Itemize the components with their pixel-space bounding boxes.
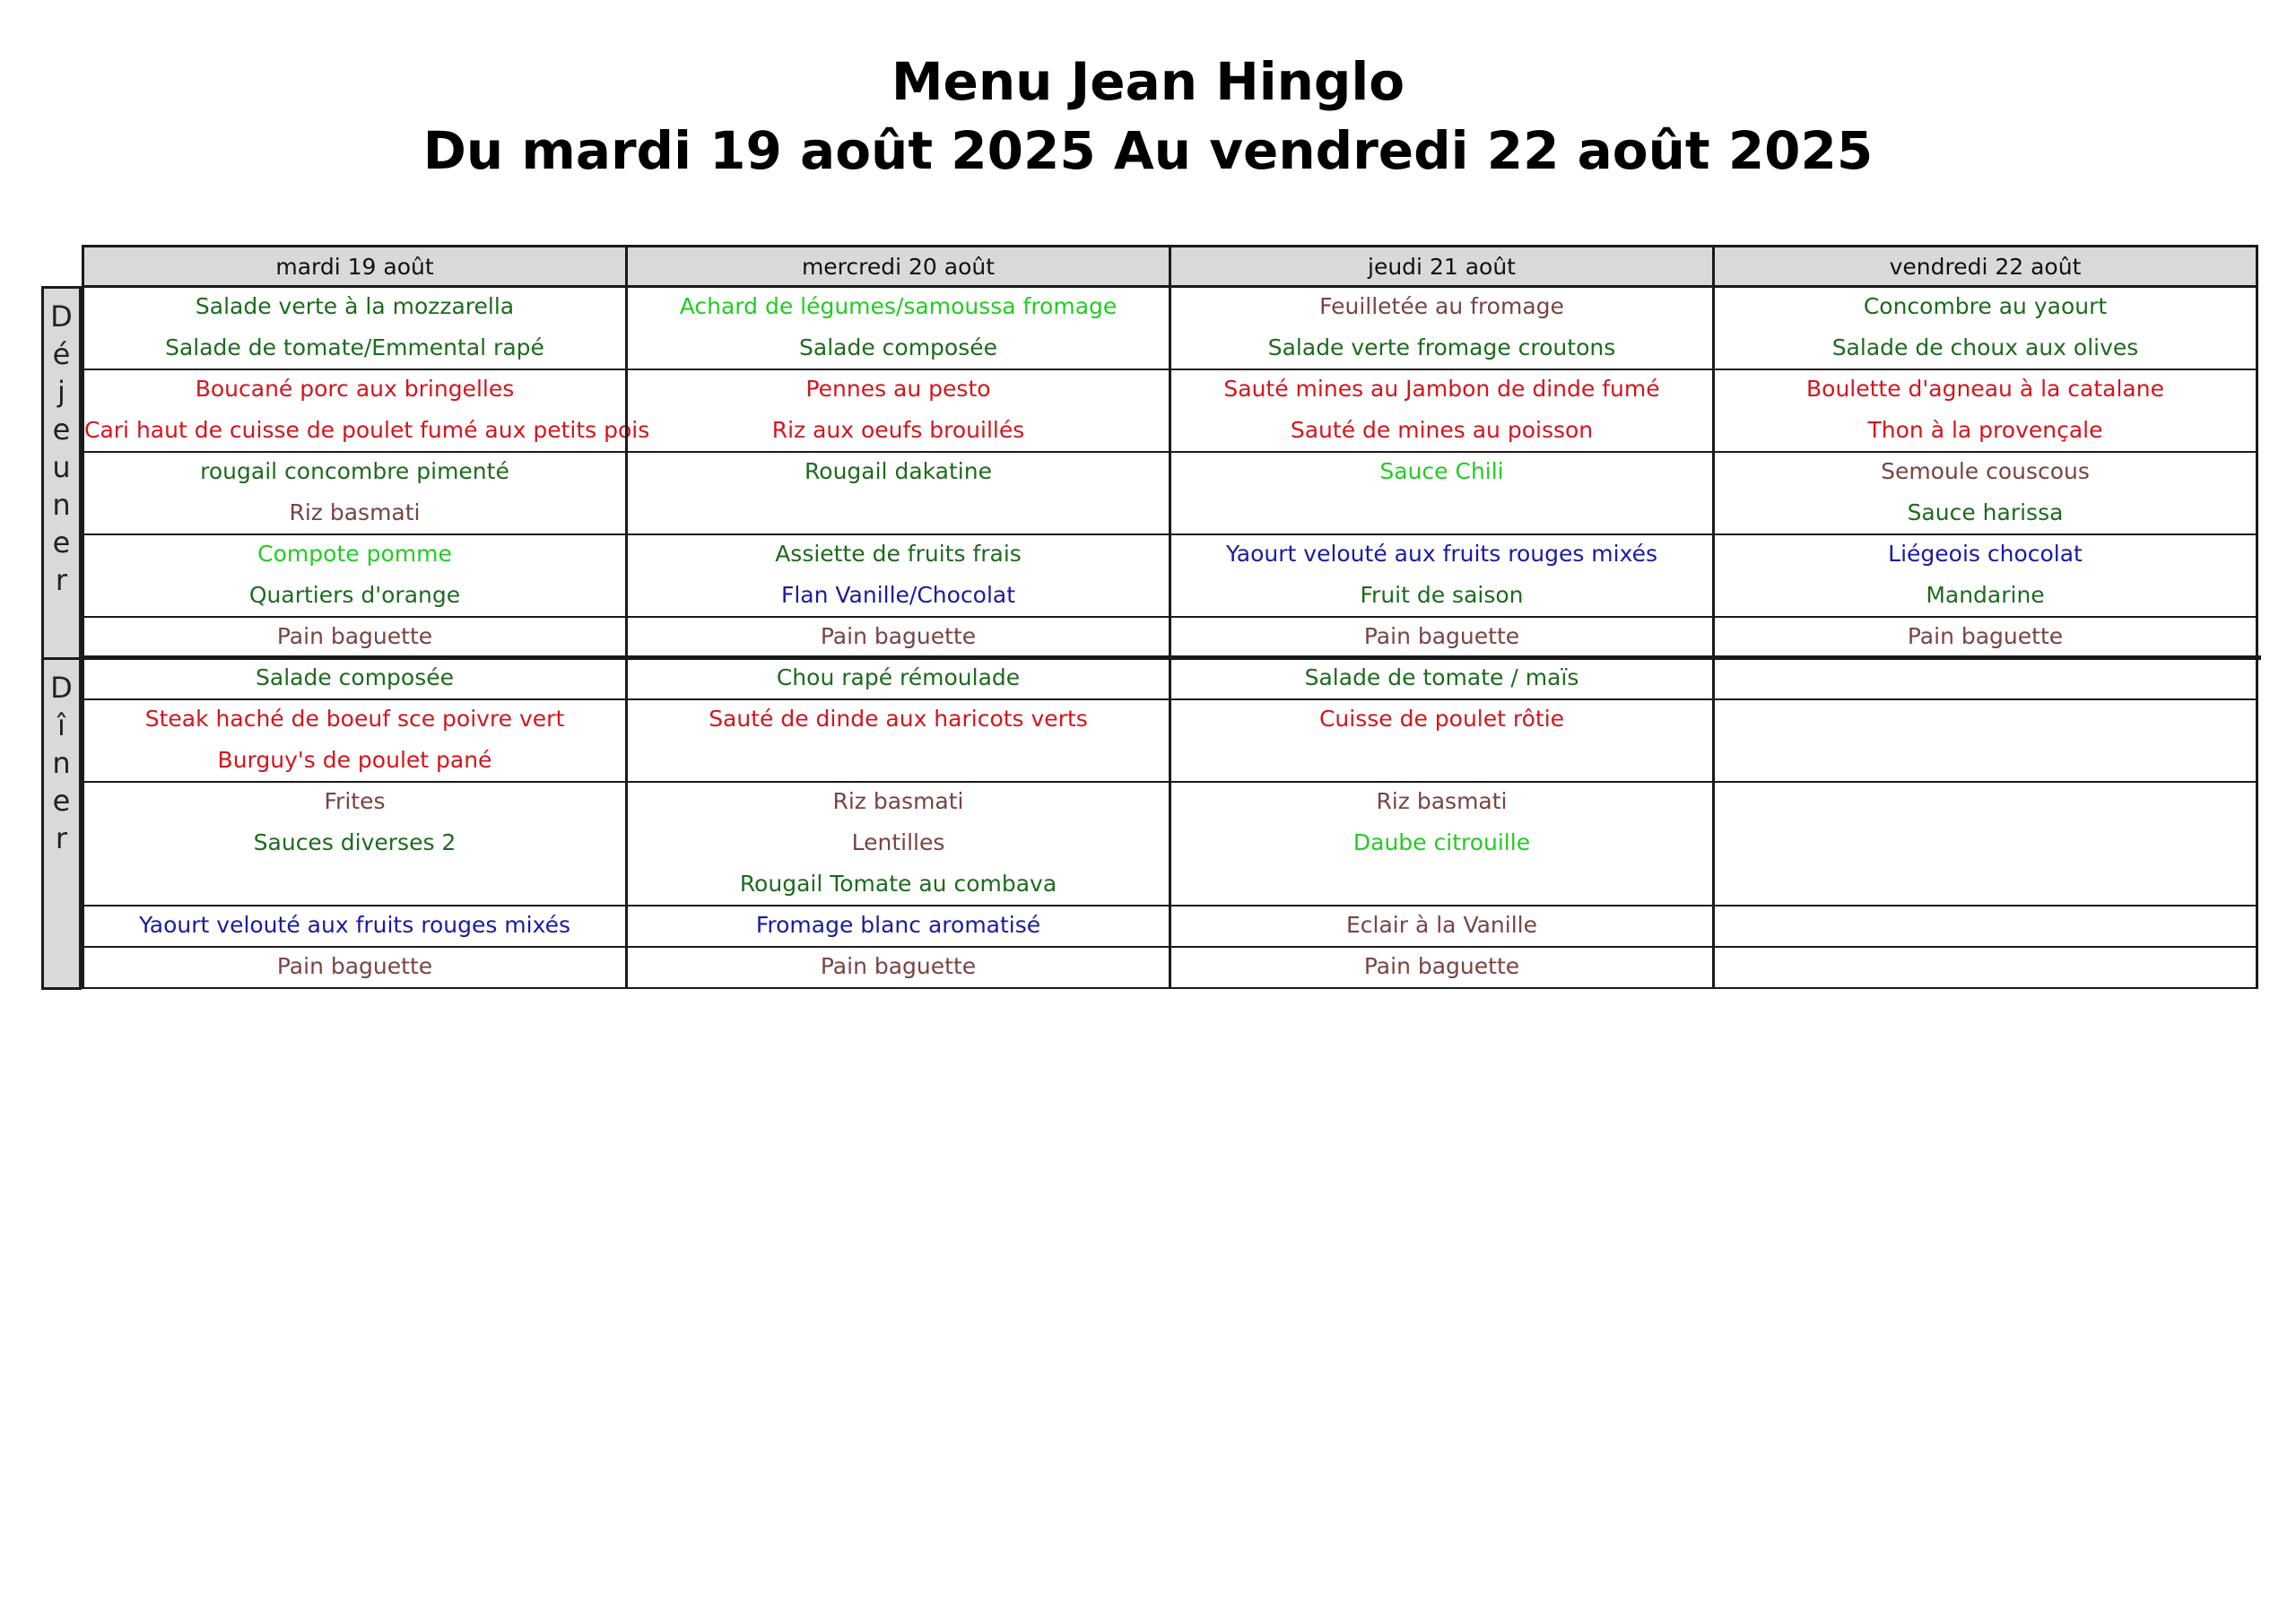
menu-item: Pain baguette xyxy=(1363,953,1520,979)
menu-item: Salade de tomate / maïs xyxy=(1304,664,1579,690)
menu-item: Frites xyxy=(324,788,386,814)
menu-cell xyxy=(625,369,1171,453)
menu-date-range: Du mardi 19 août 2025 Au vendredi 22 août 2025 xyxy=(422,120,1874,181)
menu-item: Assiette de fruits frais xyxy=(775,541,1022,567)
meal-label-letter: e xyxy=(52,412,71,447)
menu-cell xyxy=(1712,286,2258,370)
menu-cell xyxy=(1169,286,1715,370)
meal-label-letter: D xyxy=(50,299,73,334)
menu-item: Boulette d'agneau à la catalane xyxy=(1806,376,2164,402)
menu-item: Sauces diverses 2 xyxy=(253,829,457,855)
day-header: mardi 19 août xyxy=(82,245,628,288)
menu-cell xyxy=(82,286,628,370)
meal-label xyxy=(41,657,82,990)
meal-label-letter: n xyxy=(52,488,71,522)
menu-cell xyxy=(1169,533,1715,618)
menu-cell xyxy=(1169,905,1715,948)
menu-item: Yaourt velouté aux fruits rouges mixés xyxy=(1225,541,1658,567)
menu-item: Thon à la provençale xyxy=(1867,417,2103,443)
menu-cell xyxy=(625,533,1171,618)
menu-item: Salade de tomate/Emmental rapé xyxy=(165,334,544,360)
menu-cell xyxy=(625,781,1171,906)
menu-item: Burguy's de poulet pané xyxy=(217,747,492,773)
day-header: jeudi 21 août xyxy=(1169,245,1715,288)
meal-label-letter: n xyxy=(52,746,71,780)
menu-item: Quartiers d'orange xyxy=(248,582,461,608)
menu-cell xyxy=(1169,698,1715,783)
menu-item: Eclair à la Vanille xyxy=(1345,912,1537,938)
menu-item: Feuilletée au fromage xyxy=(1319,293,1564,319)
menu-cell xyxy=(82,781,628,906)
menu-item: Achard de légumes/samoussa fromage xyxy=(679,293,1118,319)
meal-label-letter: î xyxy=(57,708,65,742)
menu-cell xyxy=(82,533,628,618)
menu-item: Semoule couscous xyxy=(1881,458,2090,484)
menu-item: Sauce harissa xyxy=(1907,499,2064,525)
menu-item: Yaourt velouté aux fruits rouges mixés xyxy=(138,912,571,938)
menu-item: Mandarine xyxy=(1926,582,2045,608)
menu-cell xyxy=(1169,946,1715,989)
day-header: vendredi 22 août xyxy=(1712,245,2258,288)
menu-cell xyxy=(1712,905,2258,948)
menu-item: rougail concombre pimenté xyxy=(200,458,509,484)
menu-cell xyxy=(625,451,1171,535)
menu-item: Compote pomme xyxy=(257,541,452,567)
menu-item: Chou rapé rémoulade xyxy=(776,664,1021,690)
menu-item: Pennes au pesto xyxy=(805,376,991,402)
menu-cell xyxy=(82,698,628,783)
menu-cell xyxy=(1169,369,1715,453)
menu-cell xyxy=(82,946,628,989)
menu-item: Rougail Tomate au combava xyxy=(739,871,1057,897)
menu-item: Pain baguette xyxy=(1907,623,2064,649)
menu-item: Daube citrouille xyxy=(1352,829,1531,855)
menu-title: Menu Jean Hinglo xyxy=(891,51,1405,112)
menu-cell xyxy=(1169,451,1715,535)
menu-item: Sauce Chili xyxy=(1379,458,1504,484)
menu-cell xyxy=(1712,616,2258,659)
menu-item: Fromage blanc aromatisé xyxy=(755,912,1041,938)
menu-cell xyxy=(625,698,1171,783)
menu-item: Steak haché de boeuf sce poivre vert xyxy=(144,706,565,732)
menu-cell xyxy=(625,905,1171,948)
meal-label-letter: r xyxy=(55,563,68,597)
menu-item: Salade composée xyxy=(799,334,997,360)
menu-cell xyxy=(625,657,1171,700)
menu-item: Liégeois chocolat xyxy=(1888,541,2083,567)
menu-item: Riz basmati xyxy=(832,788,964,814)
menu-item: Lentilles xyxy=(851,829,945,855)
menu-item: Salade de choux aux olives xyxy=(1831,334,2139,360)
menu-item: Riz basmati xyxy=(1376,788,1508,814)
meal-label-letter: e xyxy=(52,784,71,818)
menu-cell xyxy=(1712,698,2258,783)
menu-cell xyxy=(82,616,628,659)
menu-item: Riz basmati xyxy=(289,499,421,525)
meal-label-letter: u xyxy=(52,450,71,484)
menu-cell xyxy=(1169,781,1715,906)
menu-cell xyxy=(82,451,628,535)
menu-item: Riz aux oeufs brouillés xyxy=(771,417,1025,443)
menu-item: Rougail dakatine xyxy=(804,458,992,484)
menu-cell xyxy=(1712,451,2258,535)
meal-label-letter: D xyxy=(50,671,73,705)
meal-label xyxy=(41,286,82,660)
menu-cell xyxy=(82,657,628,700)
menu-item: Cari haut de cuisse de poulet fumé aux petits pois xyxy=(84,417,650,443)
menu-item: Pain baguette xyxy=(820,623,977,649)
menu-item: Boucané porc aux bringelles xyxy=(195,376,515,402)
menu-cell xyxy=(1169,616,1715,659)
menu-cell xyxy=(1712,657,2258,700)
menu-cell xyxy=(1712,533,2258,618)
menu-cell xyxy=(1712,781,2258,906)
menu-item: Pain baguette xyxy=(276,623,433,649)
menu-item: Sauté de dinde aux haricots verts xyxy=(709,706,1088,732)
menu-item: Pain baguette xyxy=(1363,623,1520,649)
menu-item: Sauté de mines au poisson xyxy=(1290,417,1594,443)
menu-cell xyxy=(625,616,1171,659)
meal-label-letter: e xyxy=(52,525,71,559)
menu-item: Cuisse de poulet rôtie xyxy=(1318,706,1565,732)
menu-cell xyxy=(82,369,650,453)
meal-label-letter: j xyxy=(57,375,65,409)
menu-cell xyxy=(1712,369,2258,453)
menu-item: Fruit de saison xyxy=(1360,582,1524,608)
day-header: mercredi 20 août xyxy=(625,245,1171,288)
meal-label-letter: r xyxy=(55,821,68,855)
menu-cell xyxy=(625,286,1171,370)
menu-item: Salade verte fromage croutons xyxy=(1267,334,1616,360)
menu-item: Pain baguette xyxy=(820,953,977,979)
menu-item: Salade composée xyxy=(256,664,454,690)
menu-cell xyxy=(625,946,1171,989)
menu-cell xyxy=(82,905,628,948)
menu-cell xyxy=(1712,946,2258,989)
menu-item: Sauté mines au Jambon de dinde fumé xyxy=(1223,376,1660,402)
menu-item: Flan Vanille/Chocolat xyxy=(780,582,1016,608)
menu-item: Concombre au yaourt xyxy=(1863,293,2108,319)
menu-cell xyxy=(1169,657,1715,700)
meal-label-letter: é xyxy=(52,337,71,371)
menu-item: Salade verte à la mozzarella xyxy=(195,293,515,319)
menu-item: Pain baguette xyxy=(276,953,433,979)
